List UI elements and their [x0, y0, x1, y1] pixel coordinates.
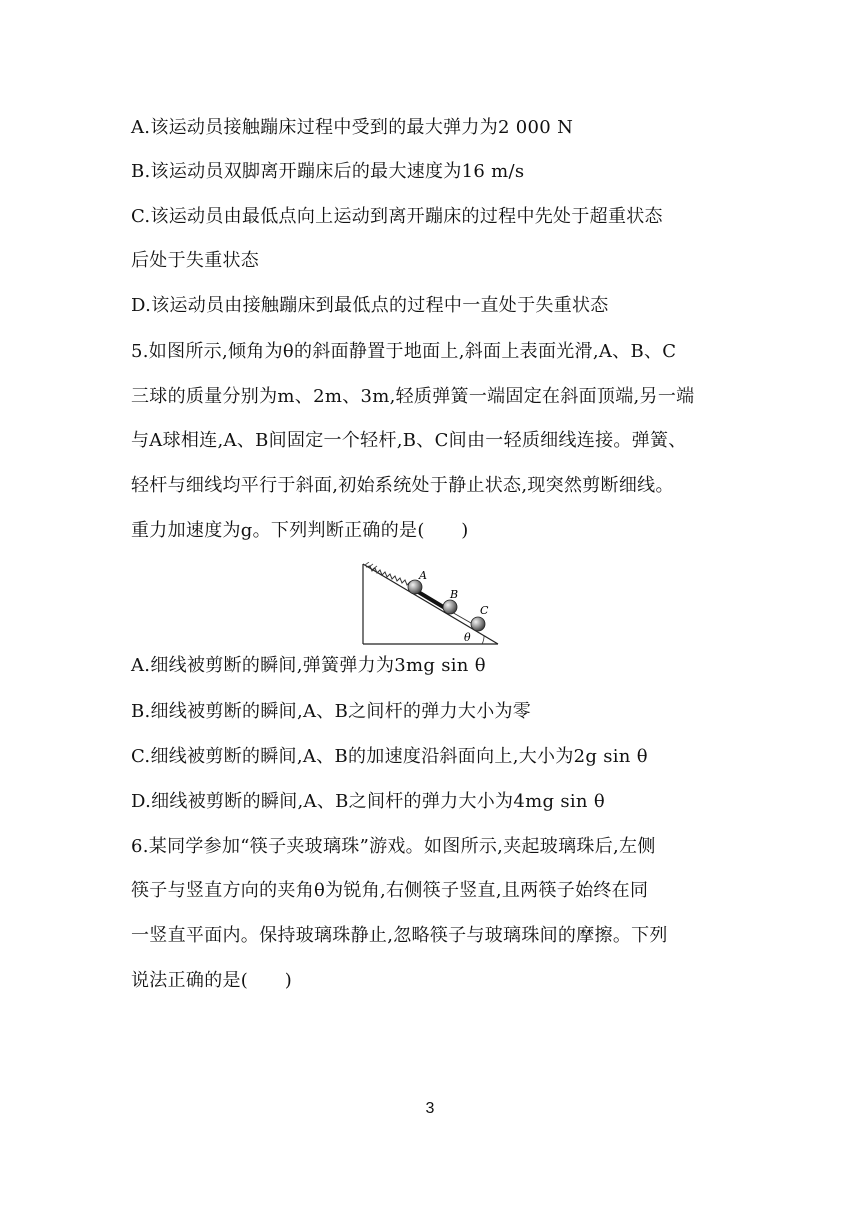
- q4-option-c: C.该运动员由最低点向上运动到离开蹦床的过程中先处于超重状态: [131, 206, 663, 227]
- spring: [366, 566, 412, 587]
- q6-stem-line-1: 6.某同学参加“筷子夹玻璃珠”游戏。如图所示,夹起玻璃珠后,左侧: [131, 836, 656, 857]
- q6-stem-line-2: 筷子与竖直方向的夹角θ为锐角,右侧筷子竖直,且两筷子始终在同: [131, 880, 649, 901]
- incline-figure: [362, 562, 502, 646]
- page-number: 3: [425, 1100, 435, 1117]
- q5-option-c: C.细线被剪断的瞬间,A、B的加速度沿斜面向上,大小为2g sin θ: [131, 746, 648, 767]
- q4-option-a: A.该运动员接触蹦床过程中受到的最大弹力为2 000 N: [131, 117, 574, 138]
- q5-stem-line-3: 与A球相连,A、B间固定一个轻杆,B、C间由一轻质细线连接。弹簧、: [131, 430, 687, 451]
- incline-diagram: [362, 562, 502, 646]
- q5-option-d: D.细线被剪断的瞬间,A、B之间杆的弹力大小为4mg sin θ: [131, 791, 605, 812]
- label-b: B: [450, 588, 459, 601]
- q4-option-c-continued: 后处于失重状态: [131, 250, 260, 271]
- ball-c: [471, 617, 485, 631]
- q5-option-b: B.细线被剪断的瞬间,A、B之间杆的弹力大小为零: [131, 701, 532, 722]
- q5-stem-line-1: 5.如图所示,倾角为θ的斜面静置于地面上,斜面上表面光滑,A、B、C: [131, 341, 677, 362]
- q4-option-d: D.该运动员由接触蹦床到最低点的过程中一直处于失重状态: [131, 295, 609, 316]
- ball-b: [443, 600, 457, 614]
- q6-stem-line-4: 说法正确的是( ): [131, 970, 293, 991]
- q5-option-a: A.细线被剪断的瞬间,弹簧弹力为3mg sin θ: [131, 655, 486, 676]
- q5-stem-line-2: 三球的质量分别为m、2m、3m,轻质弹簧一端固定在斜面顶端,另一端: [131, 386, 695, 407]
- angle-arc: [482, 636, 484, 644]
- incline-surface: [363, 564, 498, 644]
- q5-stem-line-4: 轻杆与细线均平行于斜面,初始系统处于静止状态,现突然剪断细线。: [131, 475, 674, 496]
- q6-stem-line-3: 一竖直平面内。保持玻璃珠静止,忽略筷子与玻璃珠间的摩擦。下列: [131, 925, 668, 946]
- q5-stem-line-5: 重力加速度为g。下列判断正确的是( ): [131, 520, 469, 541]
- label-a: A: [419, 569, 427, 582]
- q4-option-b: B.该运动员双脚离开蹦床后的最大速度为16 m/s: [131, 161, 525, 182]
- label-theta: θ: [464, 631, 471, 644]
- label-c: C: [480, 604, 489, 617]
- ball-a: [408, 580, 422, 594]
